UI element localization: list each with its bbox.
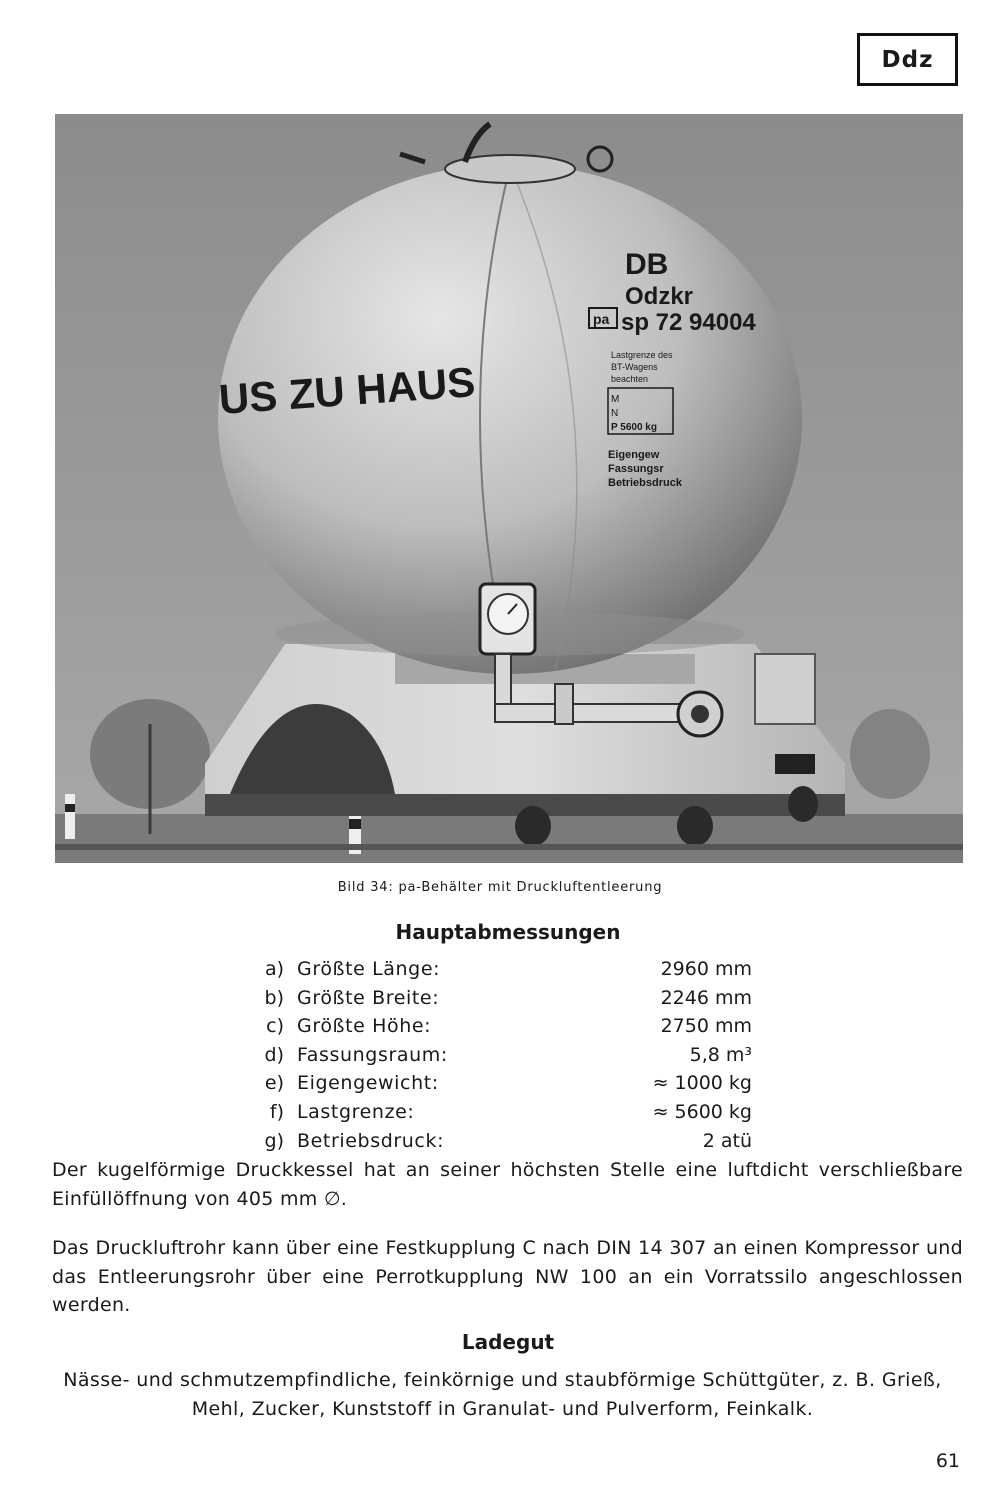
dimension-row <box>250 984 760 1013</box>
dimension-value: ≈ 5600 kg <box>652 1100 752 1123</box>
paragraph-couplings: Das Druckluftrohr kann über eine Festkupplung C nach DIN 14 307 an einen Kompressor und das Entleerungsrohr über eine Perrotkupplung NW 100 an ein Vorratssilo angeschlossen werden. <box>52 1237 963 1316</box>
dimension-label: Eigengewicht: <box>297 1072 439 1095</box>
dimension-row <box>250 1069 760 1098</box>
svg-text:US ZU HAUS: US ZU HAUS <box>217 358 477 423</box>
dimensions-list <box>250 955 760 1155</box>
svg-text:DB: DB <box>625 248 669 281</box>
section-badge: Ddz <box>857 33 958 86</box>
tree-right <box>850 709 930 799</box>
dimension-row <box>250 1098 760 1127</box>
svg-text:N: N <box>611 408 619 419</box>
dimension-label: Größte Höhe: <box>297 1015 432 1038</box>
dimension-value: ≈ 1000 kg <box>652 1072 752 1095</box>
svg-text:BT-Wagens: BT-Wagens <box>611 362 658 372</box>
dimension-row <box>250 1012 760 1041</box>
dimensions-heading: Hauptabmessungen <box>395 920 621 944</box>
tank-photo <box>55 114 963 863</box>
dimension-letter: f) <box>269 1100 284 1123</box>
dimension-row <box>250 955 760 984</box>
svg-text:Lastgrenze des: Lastgrenze des <box>611 350 673 360</box>
dimension-value: 2246 mm <box>660 986 752 1009</box>
dimension-value: 2 atü <box>702 1129 752 1152</box>
dimension-label: Fassungsraum: <box>297 1043 448 1066</box>
figure-caption: Bild 34: pa-Behälter mit Druckluftentleerung <box>337 880 663 895</box>
dimension-value: 2960 mm <box>660 958 752 980</box>
svg-text:Odzkr: Odzkr <box>625 283 694 310</box>
dimension-letter: a) <box>264 958 284 980</box>
svg-text:Fassungsr: Fassungsr <box>608 463 664 475</box>
svg-text:Eigengew: Eigengew <box>608 449 660 461</box>
svg-text:sp 72 94004: sp 72 94004 <box>621 309 756 336</box>
dimension-label: Betriebsdruck: <box>297 1129 445 1152</box>
svg-text:Betriebsdruck: Betriebsdruck <box>608 477 682 489</box>
dimension-row <box>250 1041 760 1070</box>
cargo-text: Nässe- und schmutzempfindliche, feinkörnige und staubförmige Schüttgüter, z. B. Grieß, Mehl, Zucker, Kunststoff in Granulat- und Pulverform, Feinkalk. <box>63 1369 942 1420</box>
paragraph-filling-opening: Der kugelförmige Druckkessel hat an seiner höchsten Stelle eine luftdicht verschließbare Einfüllöffnung von 405 mm ∅. <box>52 1159 963 1210</box>
dimension-letter: c) <box>266 1015 284 1038</box>
dimension-label: Lastgrenze: <box>297 1100 415 1123</box>
svg-text:P 5600 kg: P 5600 kg <box>611 422 657 433</box>
dimension-letter: b) <box>264 986 284 1009</box>
svg-text:pa: pa <box>593 311 610 327</box>
dimension-value: 5,8 m³ <box>689 1043 752 1066</box>
dimension-letter: g) <box>264 1129 284 1152</box>
cargo-heading: Ladegut <box>461 1330 555 1354</box>
dimension-letter: e) <box>264 1072 284 1095</box>
page-number: 61 <box>935 1450 960 1472</box>
dimension-row <box>250 1127 760 1156</box>
dimension-letter: d) <box>264 1043 284 1066</box>
dimension-value: 2750 mm <box>660 1015 752 1038</box>
svg-text:M: M <box>611 394 620 405</box>
dimension-label: Größte Breite: <box>297 986 440 1009</box>
dimension-label: Größte Länge: <box>297 958 441 980</box>
svg-text:beachten: beachten <box>611 374 649 384</box>
